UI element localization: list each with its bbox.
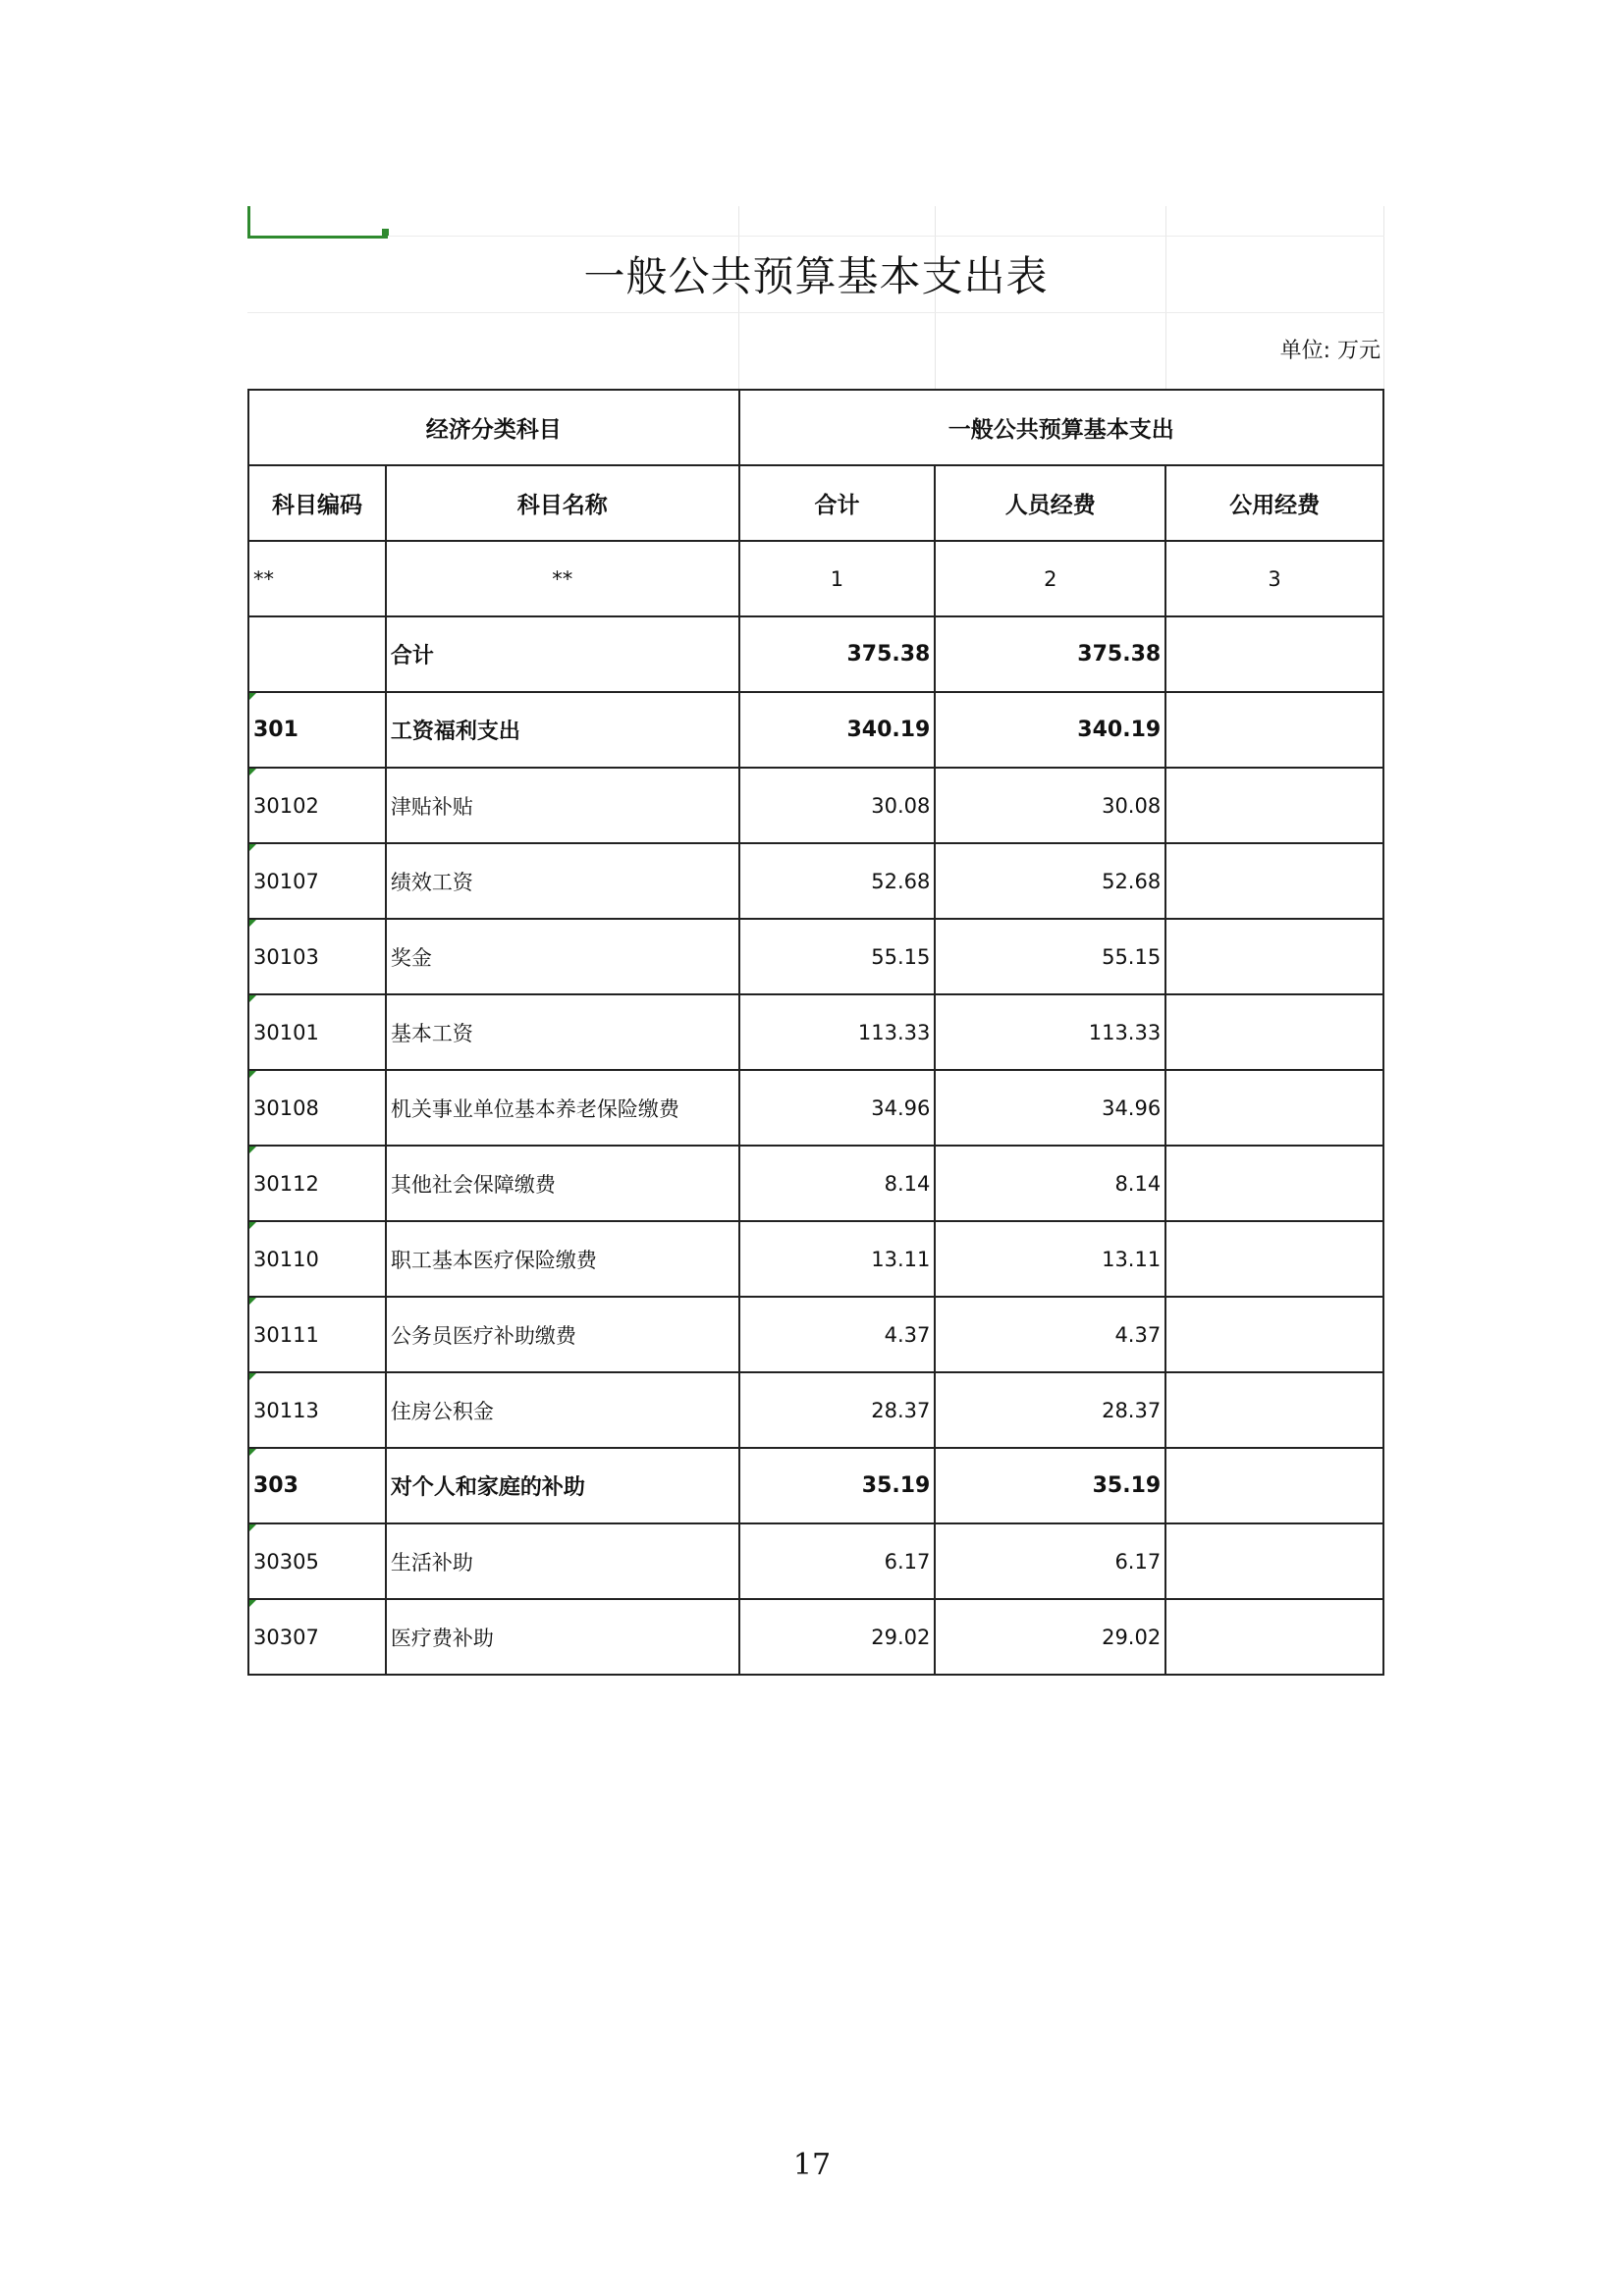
index-public: 3	[1165, 541, 1383, 616]
cell-code[interactable]: 30307	[248, 1599, 386, 1675]
cell-public[interactable]	[1165, 1297, 1383, 1372]
header-code: 科目编码	[248, 465, 386, 541]
header-personnel: 人员经费	[935, 465, 1165, 541]
header-economic-category: 经济分类科目	[248, 390, 739, 465]
table-row	[248, 1221, 1383, 1297]
cell-total[interactable]: 4.37	[739, 1297, 936, 1372]
cell-personnel[interactable]: 30.08	[935, 768, 1165, 843]
table-row	[248, 1523, 1383, 1599]
cell-total[interactable]: 29.02	[739, 1599, 936, 1675]
cell-public[interactable]	[1165, 616, 1383, 692]
cell-name[interactable]: 生活补助	[386, 1523, 739, 1599]
text-format-indicator	[249, 1298, 256, 1305]
cell-total[interactable]: 6.17	[739, 1523, 936, 1599]
cell-personnel[interactable]: 113.33	[935, 994, 1165, 1070]
header-general-budget: 一般公共预算基本支出	[739, 390, 1383, 465]
cell-personnel[interactable]: 35.19	[935, 1448, 1165, 1523]
index-name: **	[386, 541, 739, 616]
fill-handle[interactable]	[382, 229, 389, 236]
cell-total[interactable]: 30.08	[739, 768, 936, 843]
cell-public[interactable]	[1165, 1372, 1383, 1448]
table-row	[248, 1448, 1383, 1523]
table-row	[248, 1070, 1383, 1146]
cell-public[interactable]	[1165, 1448, 1383, 1523]
header-public: 公用经费	[1165, 465, 1383, 541]
cell-personnel[interactable]: 29.02	[935, 1599, 1165, 1675]
cell-selection-box[interactable]	[247, 206, 388, 239]
table-title: 一般公共预算基本支出表	[583, 252, 1049, 300]
table-row	[248, 768, 1383, 843]
index-personnel: 2	[935, 541, 1165, 616]
cell-name[interactable]: 工资福利支出	[386, 692, 739, 768]
cell-name[interactable]: 职工基本医疗保险缴费	[386, 1221, 739, 1297]
cell-code[interactable]: 301	[248, 692, 386, 768]
text-format-indicator	[249, 995, 256, 1002]
cell-public[interactable]	[1165, 1221, 1383, 1297]
cell-personnel[interactable]: 6.17	[935, 1523, 1165, 1599]
unit-label: 单位: 万元	[1279, 339, 1380, 363]
table-row	[248, 692, 1383, 768]
cell-personnel[interactable]: 375.38	[935, 616, 1165, 692]
header-group-row	[248, 390, 1383, 465]
cell-public[interactable]	[1165, 1599, 1383, 1675]
page-number: 17	[792, 2148, 832, 2182]
cell-personnel[interactable]: 13.11	[935, 1221, 1165, 1297]
header-column-row	[248, 465, 1383, 541]
gridline	[247, 312, 1384, 313]
cell-code[interactable]: 30103	[248, 919, 386, 994]
cell-public[interactable]	[1165, 692, 1383, 768]
cell-code[interactable]: 30108	[248, 1070, 386, 1146]
cell-public[interactable]	[1165, 994, 1383, 1070]
table-row	[248, 843, 1383, 919]
header-total: 合计	[739, 465, 936, 541]
cell-personnel[interactable]: 8.14	[935, 1146, 1165, 1221]
cell-name[interactable]: 奖金	[386, 919, 739, 994]
table-row	[248, 1372, 1383, 1448]
table-row	[248, 1599, 1383, 1675]
cell-code[interactable]	[248, 616, 386, 692]
cell-name[interactable]: 医疗费补助	[386, 1599, 739, 1675]
cell-public[interactable]	[1165, 843, 1383, 919]
cell-total[interactable]: 113.33	[739, 994, 936, 1070]
text-format-indicator	[249, 844, 256, 851]
text-format-indicator	[249, 1600, 256, 1607]
cell-total[interactable]: 13.11	[739, 1221, 936, 1297]
cell-total[interactable]: 52.68	[739, 843, 936, 919]
cell-public[interactable]	[1165, 1523, 1383, 1599]
cell-public[interactable]	[1165, 919, 1383, 994]
cell-code[interactable]: 30112	[248, 1146, 386, 1221]
cell-name[interactable]: 公务员医疗补助缴费	[386, 1297, 739, 1372]
cell-total[interactable]: 28.37	[739, 1372, 936, 1448]
cell-public[interactable]	[1165, 1146, 1383, 1221]
cell-total[interactable]: 34.96	[739, 1070, 936, 1146]
cell-code[interactable]: 30101	[248, 994, 386, 1070]
cell-public[interactable]	[1165, 1070, 1383, 1146]
text-format-indicator	[249, 1222, 256, 1229]
cell-total[interactable]: 8.14	[739, 1146, 936, 1221]
text-format-indicator	[249, 1071, 256, 1078]
cell-public[interactable]	[1165, 768, 1383, 843]
index-row	[248, 541, 1383, 616]
cell-name[interactable]: 基本工资	[386, 994, 739, 1070]
spreadsheet-area	[247, 206, 1384, 1693]
cell-code[interactable]: 30111	[248, 1297, 386, 1372]
cell-code[interactable]: 30110	[248, 1221, 386, 1297]
cell-name[interactable]: 机关事业单位基本养老保险缴费	[386, 1070, 739, 1146]
cell-personnel[interactable]: 55.15	[935, 919, 1165, 994]
cell-personnel[interactable]: 28.37	[935, 1372, 1165, 1448]
index-total: 1	[739, 541, 936, 616]
cell-code[interactable]: 30102	[248, 768, 386, 843]
text-format-indicator	[249, 1449, 256, 1456]
cell-total[interactable]: 55.15	[739, 919, 936, 994]
cell-total[interactable]: 375.38	[739, 616, 936, 692]
text-format-indicator	[249, 693, 256, 700]
cell-code[interactable]: 30305	[248, 1523, 386, 1599]
cell-code[interactable]: 303	[248, 1448, 386, 1523]
cell-name[interactable]: 住房公积金	[386, 1372, 739, 1448]
cell-name[interactable]: 对个人和家庭的补助	[386, 1448, 739, 1523]
cell-personnel[interactable]: 4.37	[935, 1297, 1165, 1372]
index-code: **	[248, 541, 386, 616]
text-format-indicator	[249, 1147, 256, 1153]
table-row	[248, 994, 1383, 1070]
text-format-indicator	[249, 1524, 256, 1531]
table-row	[248, 1146, 1383, 1221]
cell-personnel[interactable]: 52.68	[935, 843, 1165, 919]
cell-name[interactable]: 绩效工资	[386, 843, 739, 919]
table-row	[248, 919, 1383, 994]
budget-table	[247, 389, 1384, 1676]
text-format-indicator	[249, 920, 256, 927]
cell-total[interactable]: 35.19	[739, 1448, 936, 1523]
text-format-indicator	[249, 769, 256, 775]
cell-name[interactable]: 其他社会保障缴费	[386, 1146, 739, 1221]
cell-total[interactable]: 340.19	[739, 692, 936, 768]
cell-name[interactable]: 合计	[386, 616, 739, 692]
table-row	[248, 1297, 1383, 1372]
header-name: 科目名称	[386, 465, 739, 541]
cell-code[interactable]: 30113	[248, 1372, 386, 1448]
text-format-indicator	[249, 1373, 256, 1380]
table-row	[248, 616, 1383, 692]
cell-personnel[interactable]: 34.96	[935, 1070, 1165, 1146]
cell-personnel[interactable]: 340.19	[935, 692, 1165, 768]
cell-name[interactable]: 津贴补贴	[386, 768, 739, 843]
cell-code[interactable]: 30107	[248, 843, 386, 919]
